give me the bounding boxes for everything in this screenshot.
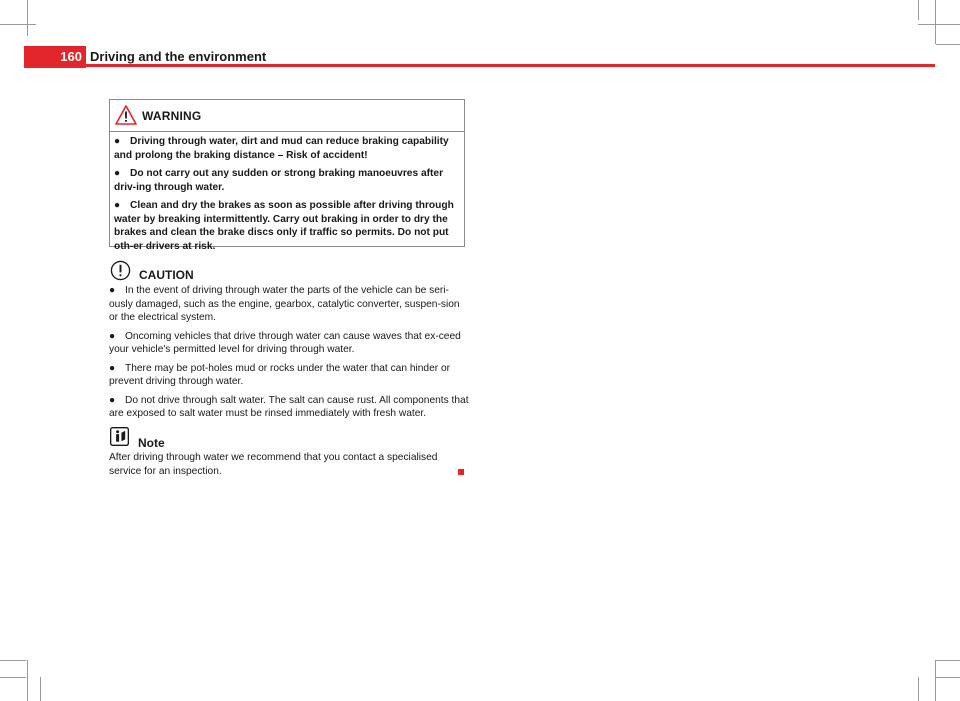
crop-mark — [918, 677, 919, 701]
info-note-icon — [110, 427, 129, 446]
page-title: Driving and the environment — [90, 49, 267, 64]
warning-box — [109, 99, 465, 252]
caution-item: ● In the event of driving through water the parts of the vehicle can be seri-ously damaged, such as the engine, gearbox, catalytic converter, suspen-sion or the electrical system. — [109, 285, 460, 323]
warning-item: ● Clean and dry the brakes as soon as possible after driving through water by breaking intermittently. Carry out braking in order to dry the brakes and clean the brake discs only if traffic so permits. Do not put oth-er drivers at risk. — [114, 200, 454, 252]
crop-mark — [0, 24, 36, 25]
crop-mark — [935, 660, 936, 701]
crop-mark — [918, 0, 919, 20]
note-header — [109, 427, 469, 451]
caution-item: ● There may be pot-holes mud or rocks under the water that can hinder or prevent driving through water. — [109, 362, 451, 387]
note-body — [109, 451, 469, 478]
crop-mark — [918, 24, 960, 25]
crop-mark — [40, 677, 41, 701]
crop-mark — [936, 677, 960, 678]
caution-exclamation-icon — [110, 260, 131, 281]
crop-mark — [936, 44, 960, 45]
caution-header — [109, 260, 469, 284]
warning-triangle-icon — [115, 105, 137, 125]
caution-item: ● Oncoming vehicles that drive through water can cause waves that ex-ceed your vehicle's permitted level for driving through water. — [109, 330, 461, 355]
caution-body — [109, 284, 469, 421]
page-number: 160 — [24, 46, 86, 68]
note-label: Note — [138, 436, 165, 450]
note-text: After driving through water we recommend that you contact a specialised service for an inspection. — [109, 452, 438, 477]
crop-mark — [935, 30, 936, 44]
crop-mark — [0, 677, 26, 678]
caution-item: ● Do not drive through salt water. The salt can cause rust. All components that are exposed to salt water must be rinsed immediately with fresh water. — [109, 394, 469, 419]
crop-mark — [936, 660, 960, 661]
crop-mark — [27, 660, 28, 701]
caution-section — [109, 260, 469, 426]
warning-header — [110, 100, 464, 132]
header-rule — [86, 64, 935, 67]
crop-mark — [0, 660, 26, 661]
warning-body — [110, 132, 464, 253]
warning-item: ● Do not carry out any sudden or strong braking manoeuvres after driv-ing through water. — [114, 168, 444, 193]
caution-label: CAUTION — [139, 268, 194, 282]
warning-label: WARNING — [142, 109, 202, 123]
note-section — [109, 427, 469, 483]
section-end-mark — [458, 469, 464, 475]
crop-mark — [27, 0, 28, 36]
warning-item: ● Driving through water, dirt and mud can reduce braking capability and prolong the braking distance – Risk of accident! — [114, 136, 449, 161]
